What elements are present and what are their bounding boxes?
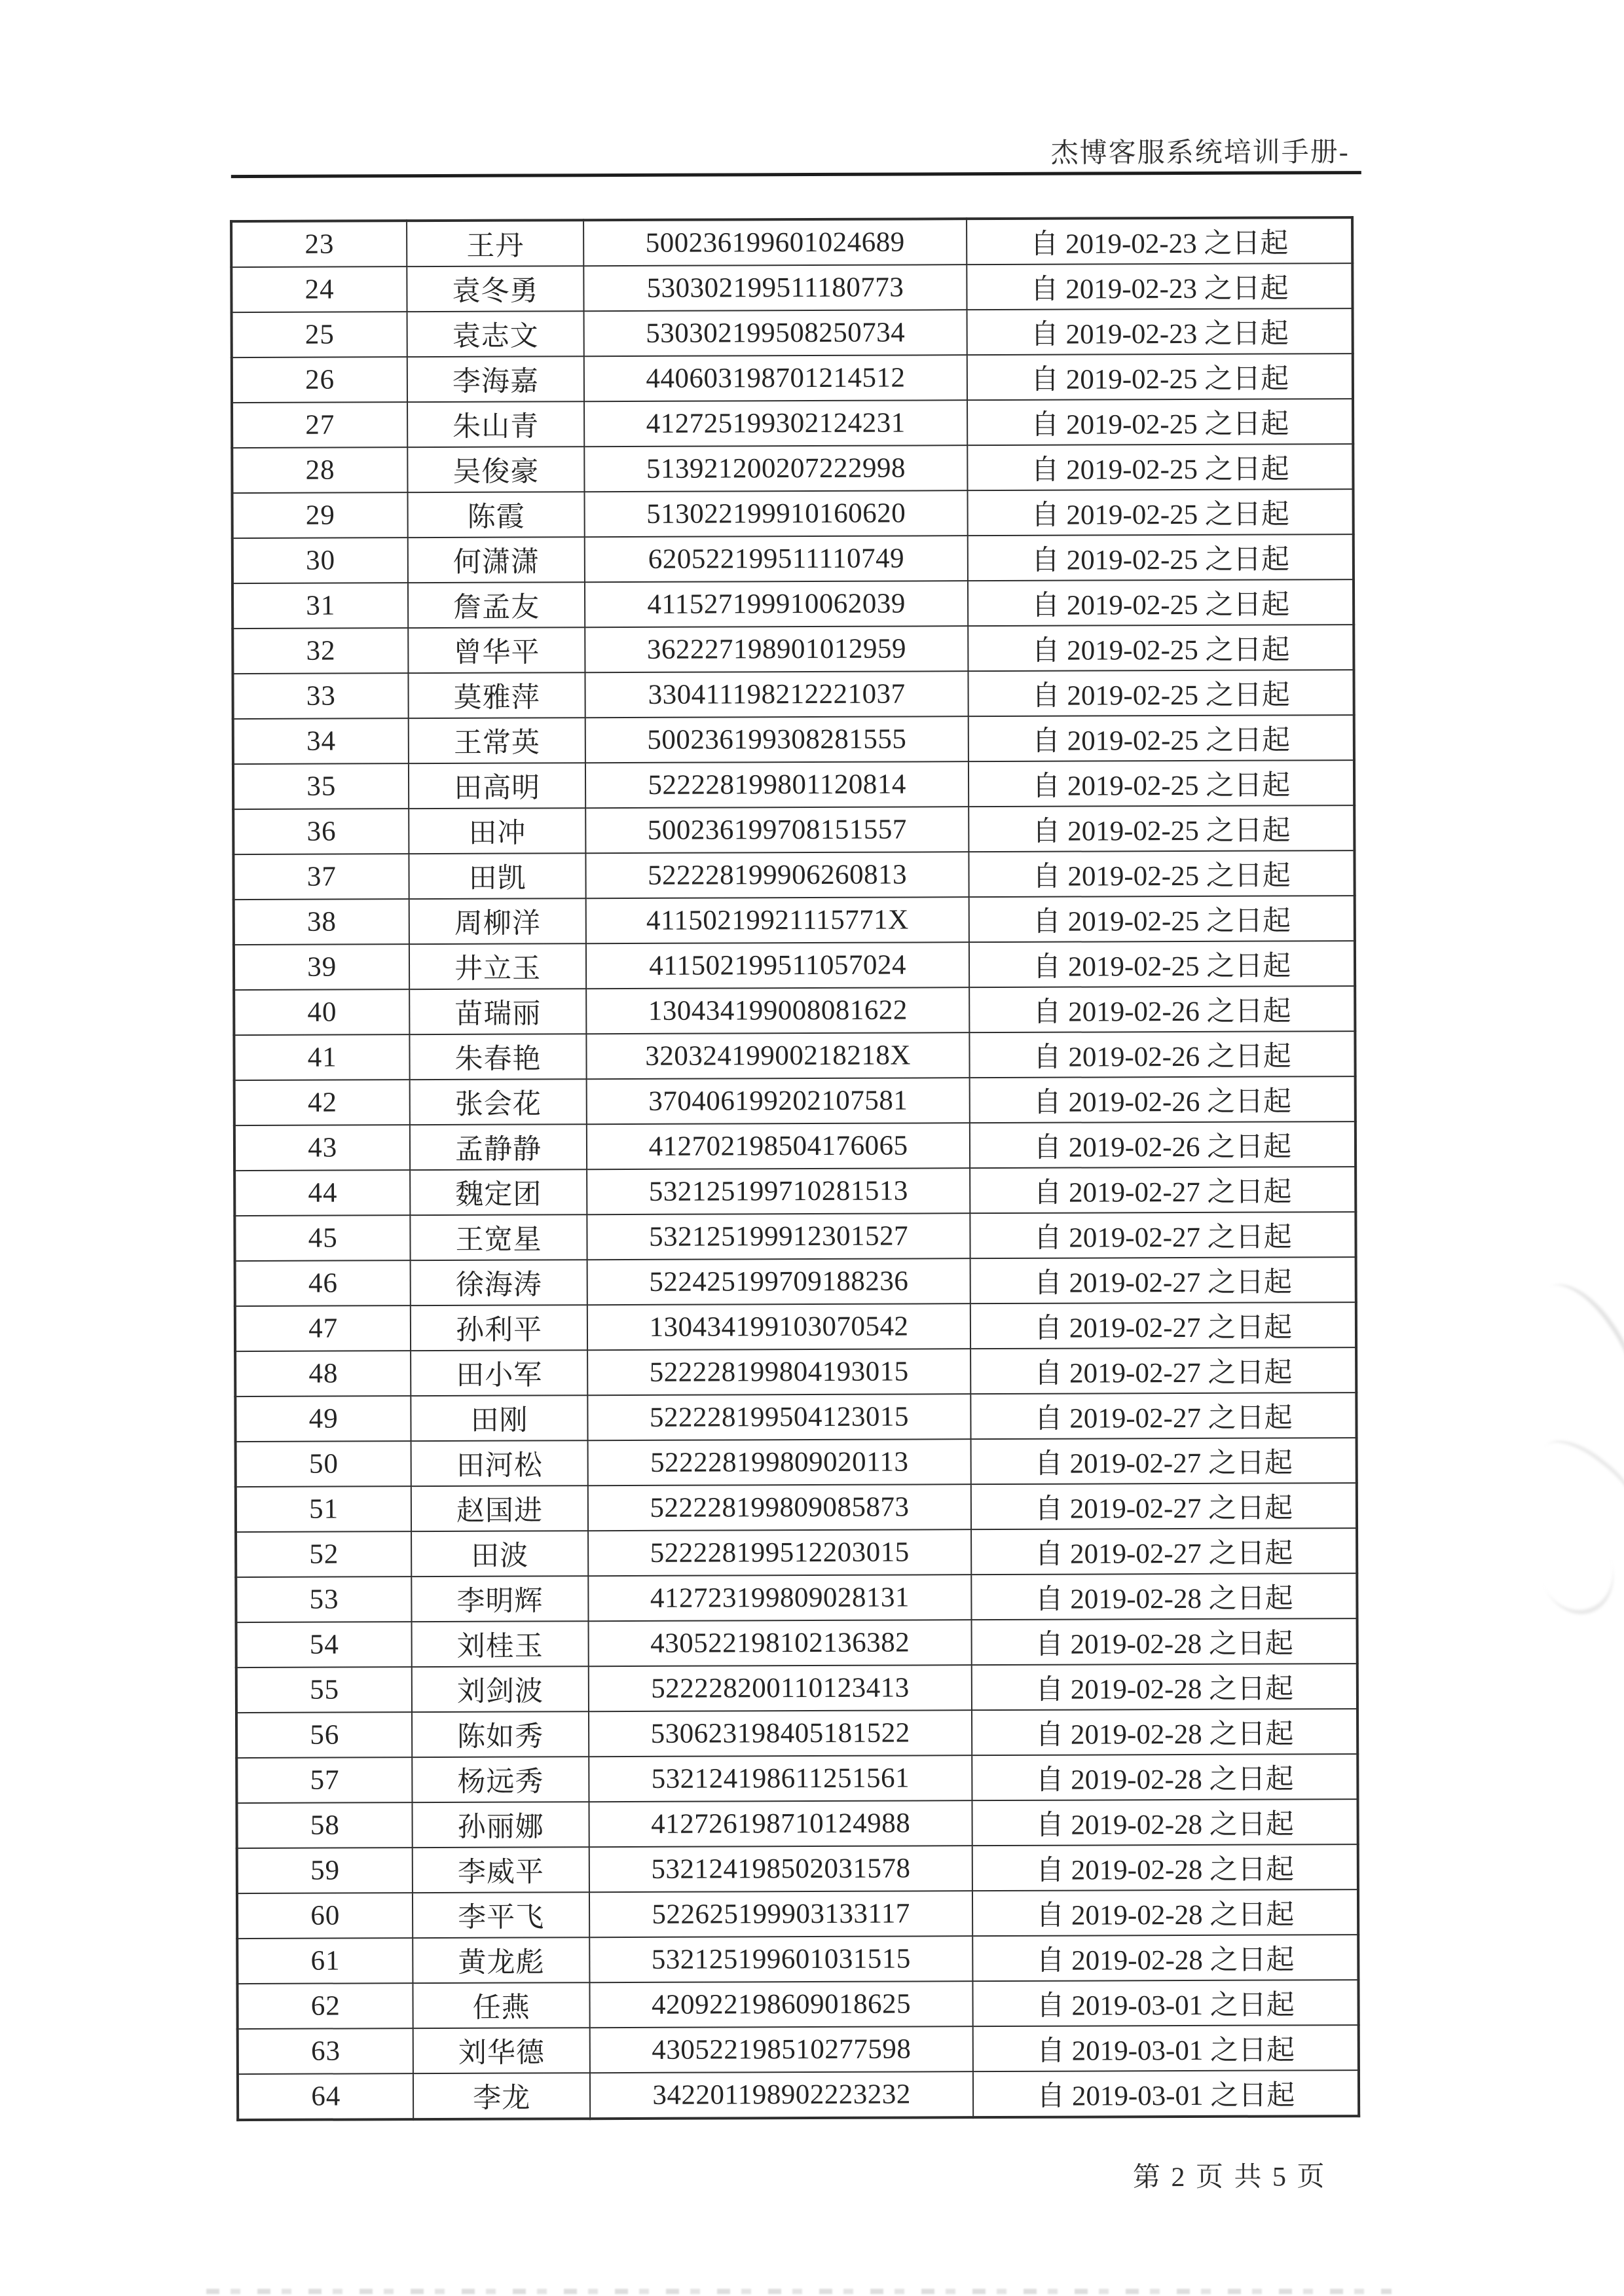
name-cell: 赵国进 <box>411 1485 588 1531</box>
effective-date-cell: 自 2019-02-28 之日起 <box>972 1573 1357 1620</box>
id-number-cell: 530302199508250734 <box>583 310 967 356</box>
id-number-cell: 532124198502031578 <box>589 1846 972 1892</box>
effective-date-cell: 自 2019-03-01 之日起 <box>973 2070 1359 2117</box>
table-row <box>232 354 1353 403</box>
table-row <box>232 308 1353 357</box>
effective-date-cell: 自 2019-02-28 之日起 <box>972 1664 1357 1710</box>
name-cell: 田刚 <box>411 1395 588 1441</box>
row-number-cell: 62 <box>237 1983 413 2029</box>
effective-date-cell: 自 2019-02-25 之日起 <box>968 489 1354 536</box>
name-cell: 刘剑波 <box>412 1666 589 1712</box>
effective-date-cell: 自 2019-02-25 之日起 <box>969 625 1354 671</box>
table-row <box>237 1980 1358 2029</box>
name-cell: 李平飞 <box>413 1892 589 1938</box>
name-cell: 苗瑞丽 <box>410 989 587 1034</box>
name-cell: 陈霞 <box>408 492 585 538</box>
id-number-cell: 522228200110123413 <box>588 1665 972 1711</box>
row-number-cell: 23 <box>231 221 407 267</box>
name-cell: 莫雅萍 <box>409 672 585 718</box>
name-cell: 张会花 <box>410 1079 587 1125</box>
effective-date-cell: 自 2019-02-25 之日起 <box>968 579 1354 626</box>
id-number-cell: 532125199710281513 <box>587 1168 970 1214</box>
effective-date-cell: 自 2019-02-25 之日起 <box>969 670 1354 716</box>
table-row <box>234 1076 1356 1125</box>
effective-date-cell: 自 2019-02-27 之日起 <box>971 1483 1357 1529</box>
name-cell: 徐海涛 <box>411 1260 587 1305</box>
row-number-cell: 28 <box>232 447 408 493</box>
effective-date-cell: 自 2019-02-25 之日起 <box>968 534 1354 581</box>
name-cell: 田小军 <box>411 1350 588 1396</box>
row-number-cell: 59 <box>237 1848 413 1893</box>
personnel-table <box>230 216 1360 2121</box>
name-cell: 李海嘉 <box>407 356 584 402</box>
table-row <box>236 1528 1357 1577</box>
name-cell: 王丹 <box>407 220 583 266</box>
id-number-cell: 522228199504123015 <box>587 1394 971 1440</box>
id-number-cell: 41150219921115771X <box>585 897 969 943</box>
row-number-cell: 43 <box>234 1125 411 1171</box>
effective-date-cell: 自 2019-02-27 之日起 <box>971 1528 1357 1575</box>
id-number-cell: 342201198902223232 <box>590 2071 974 2119</box>
id-number-cell: 532125199601031515 <box>589 1936 973 1982</box>
effective-date-cell: 自 2019-02-26 之日起 <box>970 1076 1356 1123</box>
id-number-cell: 522625199903133117 <box>589 1891 973 1937</box>
id-number-cell: 430522198510277598 <box>589 2026 973 2073</box>
table-row <box>238 2070 1359 2120</box>
table-row <box>234 986 1355 1035</box>
id-number-cell: 411502199511057024 <box>586 942 970 989</box>
table-row <box>233 715 1354 764</box>
id-number-cell: 130434199103070542 <box>587 1303 971 1350</box>
id-number-cell: 522228199801120814 <box>585 761 969 808</box>
effective-date-cell: 自 2019-03-01 之日起 <box>973 1980 1359 2026</box>
name-cell: 吴俊豪 <box>408 446 585 492</box>
effective-date-cell: 自 2019-02-25 之日起 <box>969 941 1355 987</box>
row-number-cell: 55 <box>236 1667 413 1713</box>
row-number-cell: 26 <box>232 357 408 403</box>
name-cell: 任燕 <box>413 1982 590 2028</box>
row-number-cell: 25 <box>232 312 408 357</box>
row-number-cell: 54 <box>236 1622 413 1667</box>
id-number-cell: 411527199910062039 <box>585 581 969 627</box>
table-row <box>237 1889 1358 1939</box>
name-cell: 孙利平 <box>411 1305 587 1351</box>
name-cell: 魏定团 <box>411 1169 587 1215</box>
effective-date-cell: 自 2019-02-26 之日起 <box>970 1031 1356 1078</box>
row-number-cell: 32 <box>232 628 409 674</box>
name-cell: 刘华德 <box>413 2028 590 2073</box>
id-number-cell: 532125199912301527 <box>587 1213 970 1260</box>
table-row <box>234 1212 1356 1261</box>
id-number-cell: 412725199302124231 <box>584 400 968 446</box>
table-row <box>232 489 1354 538</box>
table-row <box>234 1031 1355 1080</box>
id-number-cell: 412723199809028131 <box>588 1575 972 1621</box>
name-cell: 李明辉 <box>412 1576 589 1622</box>
id-number-cell: 522425199709188236 <box>587 1258 970 1305</box>
effective-date-cell: 自 2019-02-28 之日起 <box>972 1844 1358 1891</box>
id-number-cell: 532124198611251561 <box>589 1755 972 1802</box>
effective-date-cell: 自 2019-02-25 之日起 <box>969 805 1355 852</box>
row-number-cell: 27 <box>232 402 408 448</box>
table-row <box>235 1302 1356 1351</box>
effective-date-cell: 自 2019-02-28 之日起 <box>972 1889 1358 1936</box>
table-row <box>232 625 1354 674</box>
name-cell: 田凯 <box>409 853 586 899</box>
id-number-cell: 32032419900218218X <box>586 1032 970 1079</box>
effective-date-cell: 自 2019-02-28 之日起 <box>972 1709 1357 1755</box>
table-row <box>233 805 1354 854</box>
name-cell: 詹孟友 <box>408 582 585 628</box>
row-number-cell: 53 <box>236 1576 412 1622</box>
row-number-cell: 41 <box>234 1034 410 1080</box>
name-cell: 孟静静 <box>410 1124 587 1170</box>
header-divider-line <box>231 171 1361 178</box>
table-row <box>233 850 1354 900</box>
id-number-cell: 500236199308281555 <box>585 716 969 763</box>
effective-date-cell: 自 2019-02-27 之日起 <box>970 1257 1356 1303</box>
row-number-cell: 36 <box>233 809 409 854</box>
row-number-cell: 29 <box>232 492 409 538</box>
name-cell: 孙丽娜 <box>413 1802 589 1848</box>
id-number-cell: 330411198212221037 <box>585 671 969 718</box>
id-number-cell: 420922198609018625 <box>589 1981 973 2028</box>
effective-date-cell: 自 2019-02-27 之日起 <box>970 1212 1356 1258</box>
row-number-cell: 45 <box>234 1215 411 1261</box>
table-row <box>234 896 1355 945</box>
row-number-cell: 40 <box>234 989 410 1035</box>
effective-date-cell: 自 2019-02-25 之日起 <box>969 760 1354 807</box>
effective-date-cell: 自 2019-02-25 之日起 <box>968 444 1354 490</box>
id-number-cell: 522228199512203015 <box>588 1529 972 1576</box>
name-cell: 王常英 <box>409 718 585 763</box>
row-number-cell: 63 <box>238 2028 414 2074</box>
row-number-cell: 39 <box>234 944 410 990</box>
id-number-cell: 370406199202107581 <box>586 1078 970 1124</box>
row-number-cell: 61 <box>237 1938 413 1984</box>
id-number-cell: 620522199511110749 <box>584 536 968 582</box>
table-row <box>234 941 1355 990</box>
table-row <box>231 217 1352 267</box>
id-number-cell: 500236199601024689 <box>583 219 967 266</box>
table-row <box>234 1121 1356 1171</box>
name-cell: 田高明 <box>409 763 585 809</box>
id-number-cell: 522228199804193015 <box>587 1349 971 1395</box>
row-number-cell: 35 <box>233 763 409 809</box>
table-row <box>237 1935 1358 1984</box>
table-row <box>235 1347 1356 1396</box>
id-number-cell: 530623198405181522 <box>589 1710 972 1757</box>
table-row <box>237 1844 1358 1893</box>
row-number-cell: 57 <box>236 1757 413 1803</box>
effective-date-cell: 自 2019-02-25 之日起 <box>967 399 1353 445</box>
name-cell: 田波 <box>411 1531 588 1576</box>
row-number-cell: 42 <box>234 1080 411 1125</box>
row-number-cell: 44 <box>234 1170 411 1216</box>
effective-date-cell: 自 2019-02-25 之日起 <box>969 715 1354 761</box>
effective-date-cell: 自 2019-02-23 之日起 <box>967 217 1352 264</box>
table-row <box>234 1167 1356 1216</box>
row-number-cell: 50 <box>236 1441 412 1487</box>
row-number-cell: 38 <box>234 899 410 945</box>
id-number-cell: 440603198701214512 <box>584 355 968 401</box>
id-number-cell: 130434199008081622 <box>586 987 970 1034</box>
row-number-cell: 47 <box>235 1305 411 1351</box>
row-number-cell: 51 <box>236 1486 412 1532</box>
id-number-cell: 522228199906260813 <box>585 852 969 898</box>
document-header-title: 杰博客服系统培训手册- <box>1050 137 1350 169</box>
table-row <box>238 2025 1359 2074</box>
table-row <box>236 1483 1357 1532</box>
table-row <box>235 1393 1356 1442</box>
row-number-cell: 34 <box>233 718 409 764</box>
name-cell: 杨远秀 <box>413 1757 589 1802</box>
effective-date-cell: 自 2019-02-27 之日起 <box>970 1302 1356 1349</box>
id-number-cell: 530302199511180773 <box>583 264 967 311</box>
effective-date-cell: 自 2019-02-27 之日起 <box>971 1438 1357 1484</box>
effective-date-cell: 自 2019-02-23 之日起 <box>967 308 1353 355</box>
id-number-cell: 513921200207222998 <box>584 445 968 492</box>
row-number-cell: 56 <box>236 1712 413 1758</box>
id-number-cell: 522228199809020113 <box>587 1439 971 1485</box>
table-row <box>236 1438 1357 1487</box>
table-row <box>233 760 1354 809</box>
row-number-cell: 48 <box>235 1351 411 1396</box>
name-cell: 黄龙彪 <box>413 1937 590 1983</box>
name-cell: 田河松 <box>411 1440 588 1486</box>
table-row <box>236 1709 1357 1758</box>
name-cell: 朱春艳 <box>410 1034 587 1080</box>
id-number-cell: 362227198901012959 <box>585 626 969 672</box>
table-row <box>236 1573 1357 1622</box>
name-cell: 李龙 <box>413 2073 590 2119</box>
id-number-cell: 522228199809085873 <box>588 1484 972 1531</box>
effective-date-cell: 自 2019-02-27 之日起 <box>970 1167 1356 1213</box>
effective-date-cell: 自 2019-02-28 之日起 <box>972 1618 1357 1665</box>
row-number-cell: 46 <box>235 1260 411 1306</box>
row-number-cell: 64 <box>238 2073 414 2120</box>
name-cell: 袁志文 <box>407 311 584 357</box>
name-cell: 田冲 <box>409 808 586 854</box>
id-number-cell: 500236199708151557 <box>585 807 969 853</box>
row-number-cell: 60 <box>237 1893 413 1939</box>
row-number-cell: 37 <box>233 854 409 900</box>
name-cell: 井立玉 <box>409 943 586 989</box>
effective-date-cell: 自 2019-02-28 之日起 <box>973 1935 1359 1981</box>
table-row <box>232 444 1353 493</box>
effective-date-cell: 自 2019-03-01 之日起 <box>973 2025 1359 2071</box>
effective-date-cell: 自 2019-02-25 之日起 <box>967 354 1353 400</box>
effective-date-cell: 自 2019-02-26 之日起 <box>970 986 1356 1032</box>
name-cell: 周柳洋 <box>409 898 586 944</box>
row-number-cell: 24 <box>231 266 407 312</box>
id-number-cell: 430522198102136382 <box>588 1620 972 1666</box>
row-number-cell: 30 <box>232 538 409 583</box>
page-number-footer: 第 2 页 共 5 页 <box>1132 2162 1327 2193</box>
name-cell: 曾华平 <box>409 627 585 673</box>
row-number-cell: 31 <box>232 583 409 629</box>
table-row <box>235 1257 1356 1306</box>
table-row <box>236 1799 1357 1848</box>
id-number-cell: 412726198710124988 <box>589 1800 972 1847</box>
effective-date-cell: 自 2019-02-25 之日起 <box>969 850 1355 897</box>
effective-date-cell: 自 2019-02-28 之日起 <box>972 1754 1358 1800</box>
effective-date-cell: 自 2019-02-28 之日起 <box>972 1799 1358 1846</box>
name-cell: 何潇潇 <box>408 537 585 583</box>
row-number-cell: 52 <box>236 1531 412 1577</box>
effective-date-cell: 自 2019-02-25 之日起 <box>969 896 1355 942</box>
id-number-cell: 412702198504176065 <box>587 1123 970 1169</box>
name-cell: 陈如秀 <box>412 1711 589 1757</box>
row-number-cell: 33 <box>232 673 409 719</box>
name-cell: 朱山青 <box>407 401 584 447</box>
table-row <box>232 534 1354 583</box>
name-cell: 王宽星 <box>411 1214 587 1260</box>
row-number-cell: 49 <box>235 1396 411 1442</box>
name-cell: 李威平 <box>413 1847 589 1893</box>
name-cell: 刘桂玉 <box>412 1621 589 1667</box>
personnel-table-body <box>231 217 1359 2120</box>
effective-date-cell: 自 2019-02-27 之日起 <box>970 1347 1356 1394</box>
table-row <box>236 1754 1357 1803</box>
table-row <box>232 399 1353 448</box>
effective-date-cell: 自 2019-02-27 之日起 <box>971 1393 1357 1439</box>
table-row <box>232 579 1354 629</box>
effective-date-cell: 自 2019-02-23 之日起 <box>967 263 1353 310</box>
effective-date-cell: 自 2019-02-26 之日起 <box>970 1121 1356 1168</box>
table-row <box>232 670 1354 719</box>
row-number-cell: 58 <box>236 1802 413 1848</box>
id-number-cell: 513022199910160620 <box>584 490 968 537</box>
table-row <box>236 1664 1357 1713</box>
table-row <box>236 1618 1357 1667</box>
table-row <box>231 263 1352 312</box>
name-cell: 袁冬勇 <box>407 266 584 312</box>
